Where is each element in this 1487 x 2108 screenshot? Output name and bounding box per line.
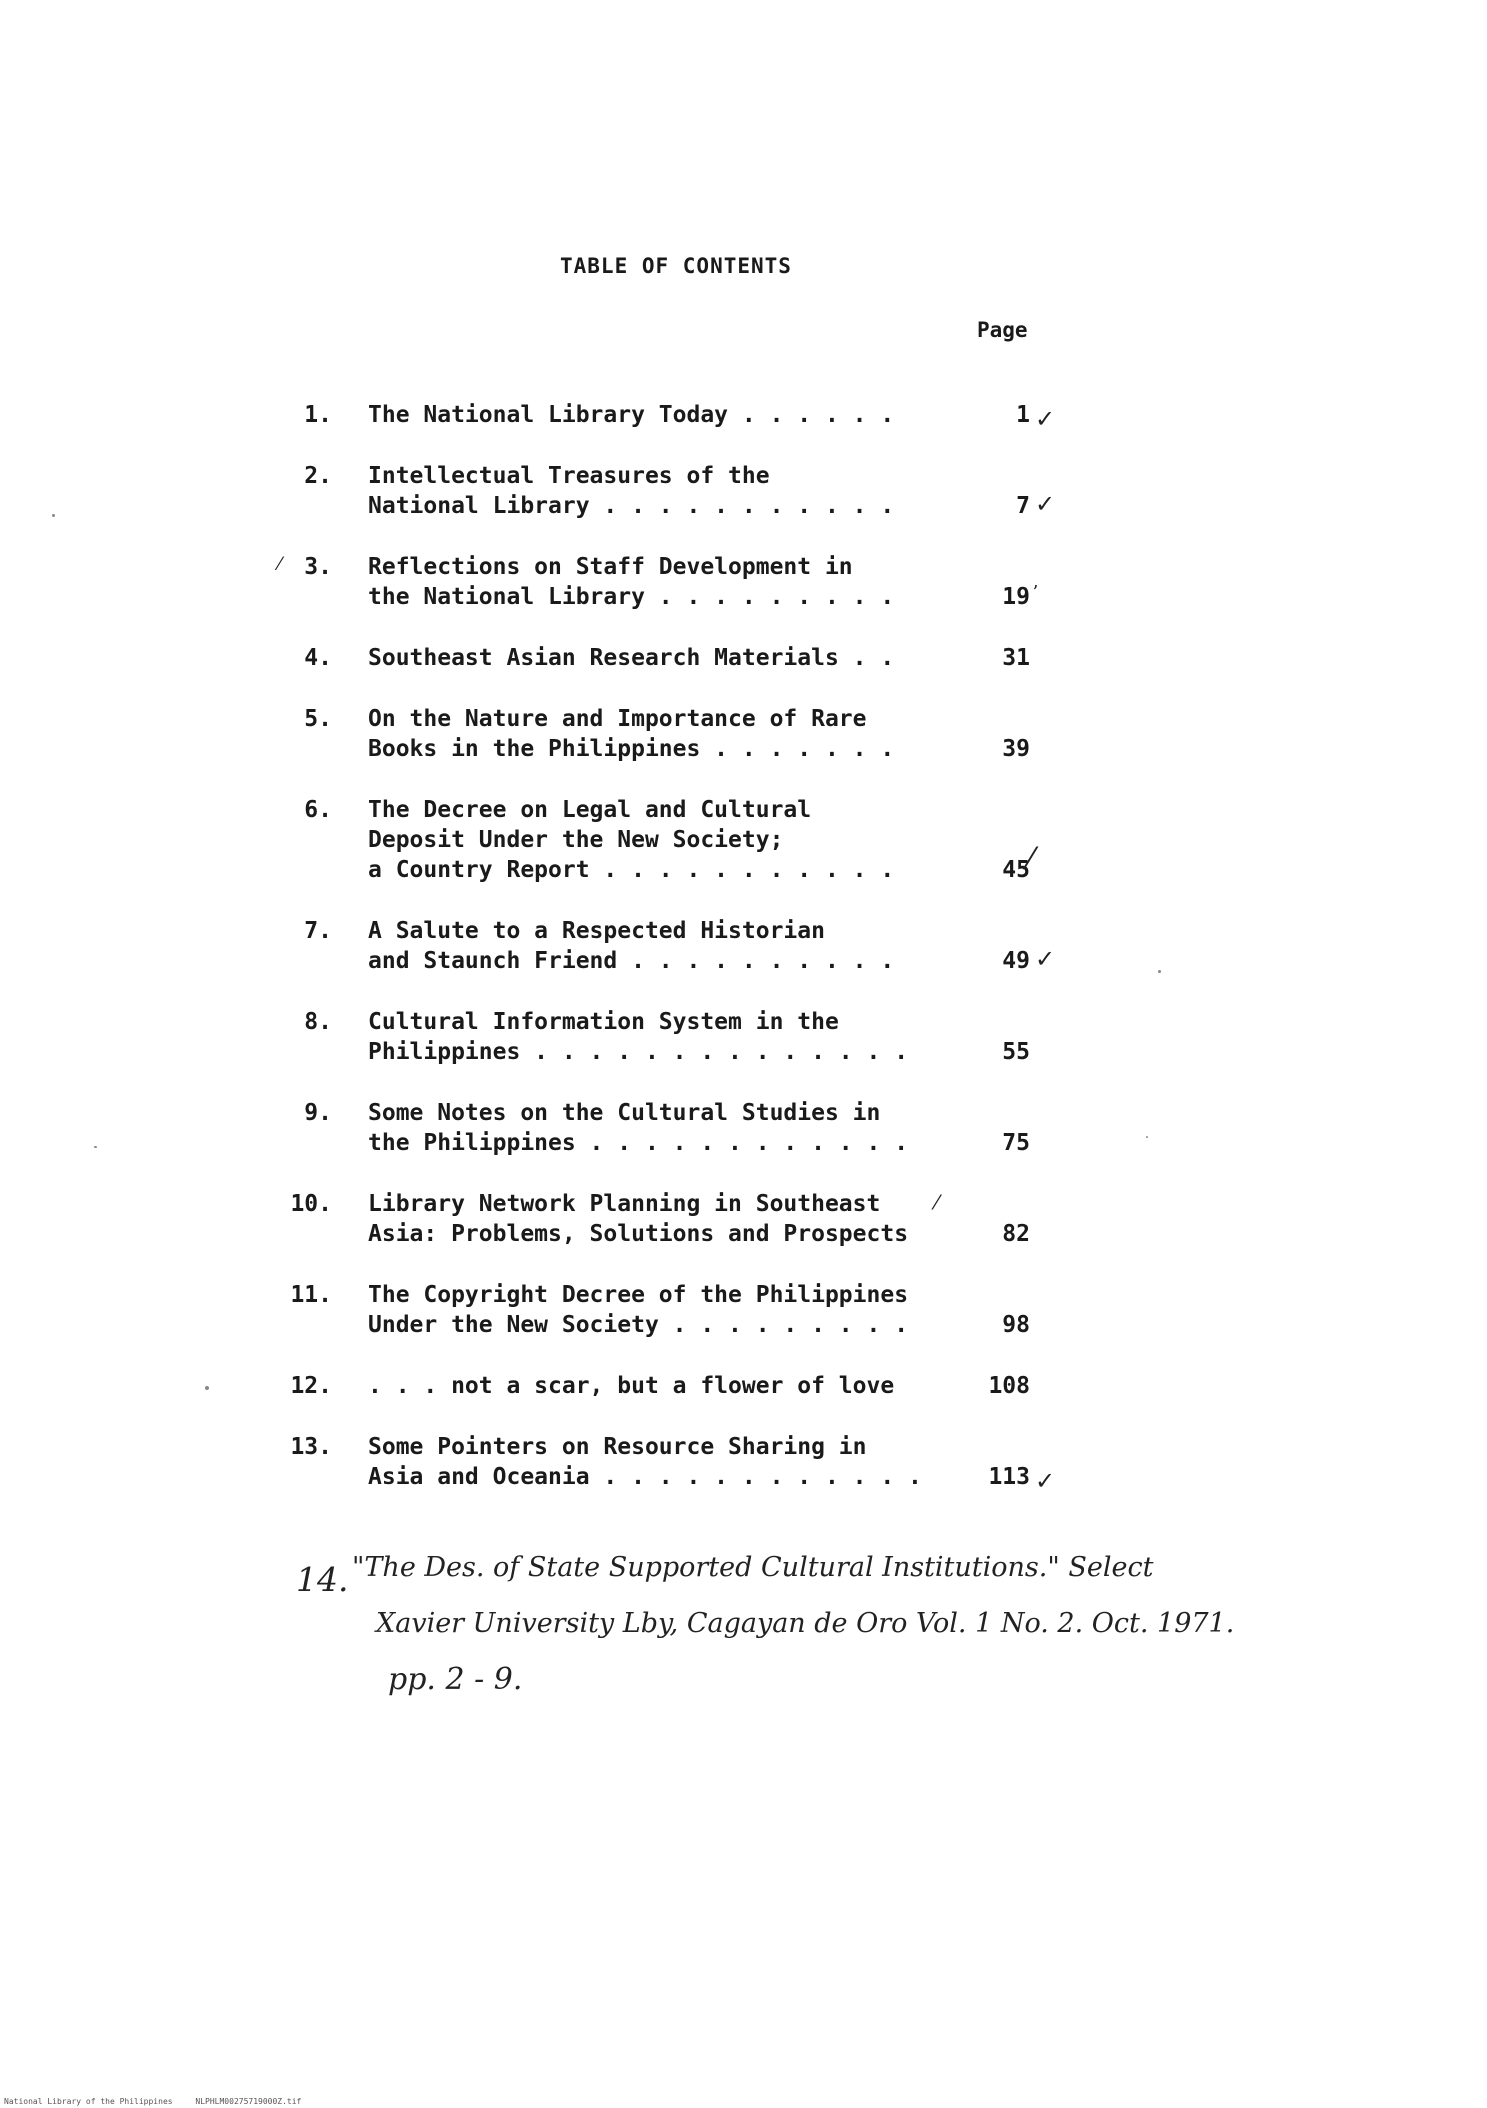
toc-entry [280,1371,1180,1401]
check-mark-icon: ⁄ [278,554,282,575]
toc-entry-title: Cultural Information System in the [368,1009,839,1035]
toc-entry-title: Asia: Problems, Solutions and Prospects [368,1221,909,1247]
check-mark-icon: ✓ [1035,1467,1056,1495]
toc-entry-number: 3. [304,554,332,580]
page-title: TABLE OF CONTENTS [560,254,792,278]
toc-entry-page: 108 [988,1373,1030,1399]
toc-entry-number: 13. [290,1434,332,1460]
toc-entry [280,461,1180,521]
toc-entry-title: the Philippines . . . . . . . . . . . . [368,1130,909,1156]
toc-entry [280,1007,1180,1067]
toc-entry [280,1098,1180,1158]
toc-entry-title: National Library . . . . . . . . . . . [368,493,895,519]
toc-entry-title: Books in the Philippines . . . . . . . [368,736,895,762]
toc-entry-page: 113 [988,1464,1030,1490]
toc-entry-page: 49 [1002,948,1030,974]
toc-entry-number: 5. [304,706,332,732]
toc-entry [280,916,1180,976]
toc-entry-title: Library Network Planning in Southeast [368,1191,881,1217]
toc-entry-title: The Copyright Decree of the Philippines [368,1282,909,1308]
toc-entry-page: 19 [1002,584,1030,610]
footer-filename: NLPHLM00275719000Z.tif [195,2097,302,2106]
toc-entry [280,1280,1180,1340]
toc-entry-number: 10. [290,1191,332,1217]
toc-entry [280,1432,1180,1495]
toc-entry [280,400,1180,433]
check-mark-icon: ⁄ [1028,842,1034,877]
toc-entry-number: 1. [304,402,332,428]
page-column-label: Page [977,318,1028,342]
toc-entry-title: The Decree on Legal and Cultural [368,797,812,823]
scan-speck [1146,1136,1148,1138]
toc-entry [280,643,1180,673]
toc-entry-page: 39 [1002,736,1030,762]
toc-entry [280,552,1180,612]
toc-entry-title: Some Pointers on Resource Sharing in [368,1434,867,1460]
toc-entry-page: 82 [1002,1221,1030,1247]
scan-footer [4,2097,319,2106]
toc-entry-number: 9. [304,1100,332,1126]
toc-entry-page: 55 [1002,1039,1030,1065]
toc-entry-number: 7. [304,918,332,944]
handwritten-note-number: 14. [296,1560,349,1599]
toc-entry [280,1189,1180,1249]
toc-entry-number: 11. [290,1282,332,1308]
toc-entry-page: 75 [1002,1130,1030,1156]
scan-speck [94,1146,97,1148]
toc-entry-number: 12. [290,1373,332,1399]
toc-entry-number: 2. [304,463,332,489]
toc-entry-title: . . . not a scar, but a flower of love [368,1373,895,1399]
handwritten-note-line: pp. 2 - 9. [388,1662,523,1697]
handwritten-note-line: "The Des. of State Supported Cultural Institutions." Select [352,1552,1154,1583]
toc-entry-title: and Staunch Friend . . . . . . . . . . [368,948,895,974]
toc-entry-title: the National Library . . . . . . . . . [368,584,895,610]
toc-entry-title: On the Nature and Importance of Rare [368,706,867,732]
toc-entry-title: The National Library Today . . . . . . [368,402,895,428]
toc-entry-title: Asia and Oceania . . . . . . . . . . . . [368,1464,922,1490]
toc-entry-number: 6. [304,797,332,823]
check-mark-icon: ✓ [1035,490,1056,518]
toc-entry-page: 98 [1002,1312,1030,1338]
toc-entry-title: Southeast Asian Research Materials . . [368,645,895,671]
check-mark-icon: ✓ [1035,945,1056,973]
check-mark-icon: ✓ [1035,405,1056,433]
toc-entry-page: 31 [1002,645,1030,671]
toc-entry-title: A Salute to a Respected Historian [368,918,825,944]
toc-entry-page: 7 [1016,493,1030,519]
toc-entry-title: Intellectual Treasures of the [368,463,770,489]
toc-entry-title: a Country Report . . . . . . . . . . . [368,857,895,883]
scan-speck [1158,970,1161,973]
footer-source: National Library of the Philippines [4,2097,173,2106]
scan-speck [205,1386,209,1390]
check-mark-icon: ʼ [1032,582,1038,603]
toc-entry-title: Philippines . . . . . . . . . . . . . . [368,1039,909,1065]
check-mark-icon: ⁄ [935,1190,939,1214]
toc-entry [280,704,1180,764]
handwritten-note-line: Xavier University Lby, Cagayan de Oro Vol. 1 No. 2. Oct. 1971. [376,1608,1235,1639]
toc-entry-title: Some Notes on the Cultural Studies in [368,1100,881,1126]
toc-entry-title: Deposit Under the New Society; [368,827,784,853]
toc-entry [280,795,1180,885]
toc-entry-page: 45 [1002,857,1030,883]
scan-speck [52,514,55,517]
toc-entry-number: 4. [304,645,332,671]
toc-entry-page: 1 [1016,402,1030,428]
toc-entry-title: Reflections on Staff Development in [368,554,853,580]
toc-entry-number: 8. [304,1009,332,1035]
toc-entry-title: Under the New Society . . . . . . . . . [368,1312,909,1338]
